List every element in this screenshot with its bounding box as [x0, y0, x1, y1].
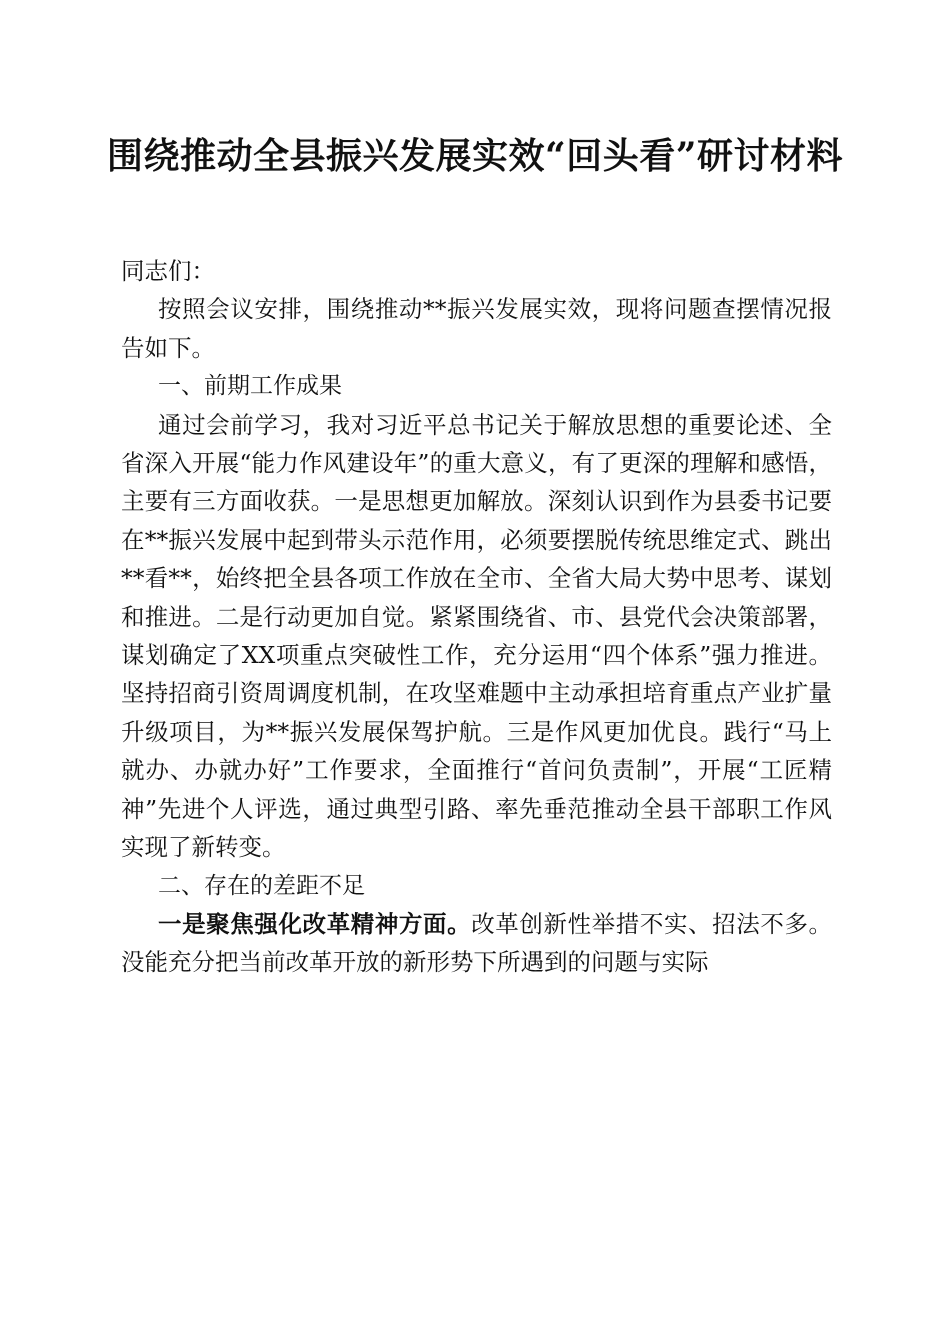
section-2-text: 改革创新性举措不实、招法不多。没能充分把当前改革开放的新形势下所遇到的问题与实际	[121, 909, 833, 977]
section-2-paragraph	[121, 905, 832, 982]
section-2-heading: 二、存在的差距不足	[158, 872, 365, 899]
document-body	[121, 252, 832, 982]
document-title: 围绕推动全县振兴发展实效“回头看”研讨材料	[107, 135, 843, 177]
intro-paragraph: 按照会议安排，围绕推动**振兴发展实效，现将问题查摆情况报告如下。	[121, 295, 832, 362]
section-1-heading: 一、前期工作成果	[158, 373, 342, 400]
section-2-lead: 一是聚焦强化改革精神方面。	[158, 909, 472, 938]
section-1-paragraph: 通过会前学习，我对习近平总书记关于解放思想的重要论述、全省深入开展“能力作风建设年”的重大意义，有了更深的理解和感悟，主要有三方面收获。一是思想更加解放。深刻认识到作为县委书记要在**振兴发展中起到带头示范作用，必须要摆脱传统思维定式、跳出**看**，始终把全县各项工作放在全市、全省大局大势中思考、谋划和推进。二是行动更加自觉。紧紧围绕省、市、县党代会决策部署，谋划确定了XX项重点突破性工作，充分运用“四个体系”强力推进。坚持招商引资周调度机制，在攻坚难题中主动承担培育重点产业扩量升级项目，为**振兴发展保驾护航。三是作风更加优良。践行“马上就办、办就办好”工作要求，全面推行“首问负责制”，开展“工匠精神”先进个人评选，通过典型引路、率先垂范推动全县干部职工作风实现了新转变。	[121, 410, 832, 862]
greeting: 同志们：	[121, 257, 215, 285]
